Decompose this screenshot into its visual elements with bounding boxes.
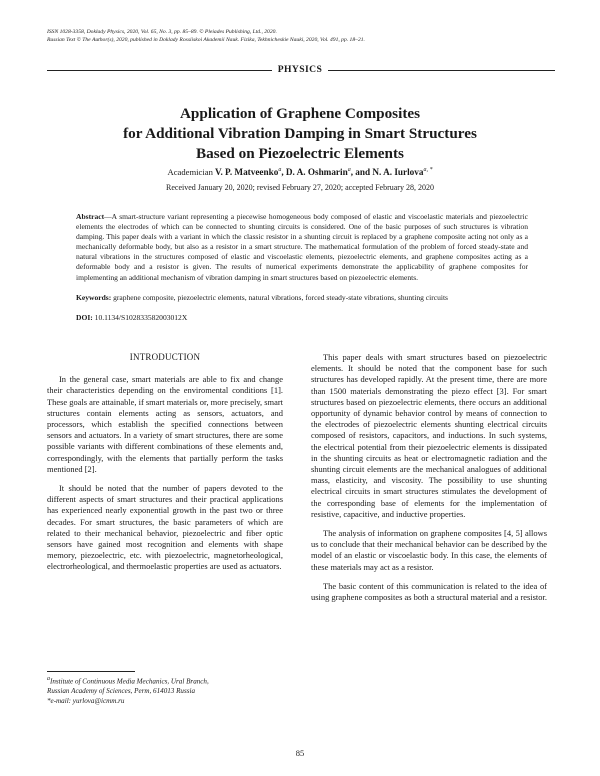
author-1: V. P. Matveenko (215, 167, 279, 178)
page-number: 85 (295, 748, 305, 758)
doi-label: DOI: (76, 313, 93, 322)
section-heading: INTRODUCTION (129, 352, 201, 362)
author-3: N. A. Iurlova (372, 167, 424, 178)
abstract (76, 212, 528, 283)
title-line-2: for Additional Vibration Damping in Smart Structures (123, 125, 477, 142)
header-line-1: ISSN 1028-3358, Doklady Physics, 2020, Vol. 65, No. 3, pp. 85–89. © Pleiades Publishing, Ltd., 2020. (47, 29, 277, 35)
title-line-1: Application of Graphene Composites (179, 105, 421, 122)
keywords (76, 293, 528, 303)
abstract-label: Abstract (76, 212, 105, 221)
footnote-rule (47, 671, 135, 672)
paragraph: It should be noted that the number of papers devoted to the different aspects of smart structures and their practical applications has experienced nearly exponential growth in the past two or three decades. For smart structures, the basic parameters of which are related to their mechanical behavior, piezoelectric and fiber optic sensors have gained most recognition and elements with shape memory, piezoelectric, etc. with piezoelectric, magnetorheological, electrorheological, and thermoelastic properties are used as actuators. (47, 483, 283, 572)
right-column (311, 352, 547, 603)
author-prefix: Academician (167, 167, 213, 178)
doi-link[interactable]: 10.1134/S102833582003012X (94, 313, 188, 322)
left-column (47, 352, 283, 573)
author-list: Academician V. P. Matveenko$^a$, D. A. Oshmarin$^a$, and N. A. Iurlova$^{a, *}$ (167, 167, 433, 178)
paragraph: The basic content of this communication is related to the idea of using graphene composites as both a structural material and a resistor. (311, 580, 547, 603)
abstract-text: —A smart-structure variant representing a piecewise homogeneous body composed of elastic and viscoelastic materials and piezoelectric elements the electrodes of which can be connected to shunting circuits is considered. One of the basic purposes of such structures is vibration damping. This paper deals with a variant in which the classic resistor in a shunting circuit is replaced by a graphene composite acting not only as a mechanically deformable body, but also as a resistor in a smart structure. The mathematical formulation of the problem of forced steady-state and natural vibrations in the structures composed of elastic and viscoelastic elements, piezoelectric elements, and graphene composites acting as a deformable body and a resistor is given. The results of numerical experiments demonstrate the applicability of graphene composites for implementing an additional mechanism of vibration damping in smart structures based on piezoelectric elements. (76, 212, 528, 282)
footnote: $^a$Institute of Continuous Media Mechanics, Ural Branch, Russian Academy of Sciences, Perm, 614013 Russia *e-mail: yurlova@icmm.ru (47, 675, 287, 706)
paragraph: The analysis of information on graphene composites [4, 5] allows us to conclude that their mechanical behavior can be described by the model of an elastic or viscoelastic body. In this case, the elements of these materials may act as a resistor. (311, 528, 547, 572)
header-line-2: Russian Text © The Author(s), 2020, published in Doklady Rossiiskoi Akademii Nauk. Fizika, Tekhnicheskie Nauki, 2020, Vol. 491, pp. 18–21. (47, 37, 365, 44)
title-line-3: Based on Piezoelectric Elements (196, 145, 404, 162)
paragraph: This paper deals with smart structures based on piezoelectric elements. It should be noted that the component base for such structures has developed rapidly. At the present time, there are more than 1500 materials demonstrating the piezo effect [3]. For smart structures based on piezoelectric elements, there occurs an additional opportunity of dynamic behavior control by means of connection to the electrodes of piezoelectric elements shunting electrical circuits composed of resistors, capacitors, and inductions. In such systems, the electrical potential from their piezoelectric elements is dissipated in the shunting circuits as heat or electromagnetic radiation and the shunting circuit elements are the mechanical analogues of additional mass, elasticity, and viscosity. The possibility to use shunting electrical circuits in smart structures stimulates the development of the corresponding base of elements for the implementation of resistive, capacitive, and inductive properties. (311, 352, 547, 519)
keywords-text: graphene composite, piezoelectric elements, natural vibrations, forced steady-state vibrations, shunting circuits (113, 293, 448, 302)
keywords-label: Keywords: (76, 293, 112, 302)
author-2: D. A. Oshmarin (285, 167, 348, 178)
paper-title (40, 104, 560, 164)
affiliation-line-2: Russian Academy of Sciences, Perm, 614013 Russia (47, 686, 196, 695)
journal-header (47, 28, 365, 45)
doi (76, 313, 187, 322)
received-dates: Received January 20, 2020; revised February 27, 2020; accepted February 28, 2020 (166, 183, 434, 192)
email[interactable]: *e-mail: yurlova@icmm.ru (47, 696, 125, 705)
paragraph: In the general case, smart materials are able to fix and change their characteristics depending on the enviromental conditions [1]. These goals are attainable, if smart materials or, more precisely, smart structures contain elements acting as sensors, actuators, and processors, which establish the specified connections between sensors and actuators. In a variety of smart structures, there are some possible variants with different combinations of these elements and, correspondingly, with the elements that partially perform the tasks mentioned [2]. (47, 374, 283, 474)
section-label: PHYSICS (0, 64, 600, 75)
affiliation-line-1: Institute of Continuous Media Mechanics, Ural Branch, (49, 677, 209, 686)
